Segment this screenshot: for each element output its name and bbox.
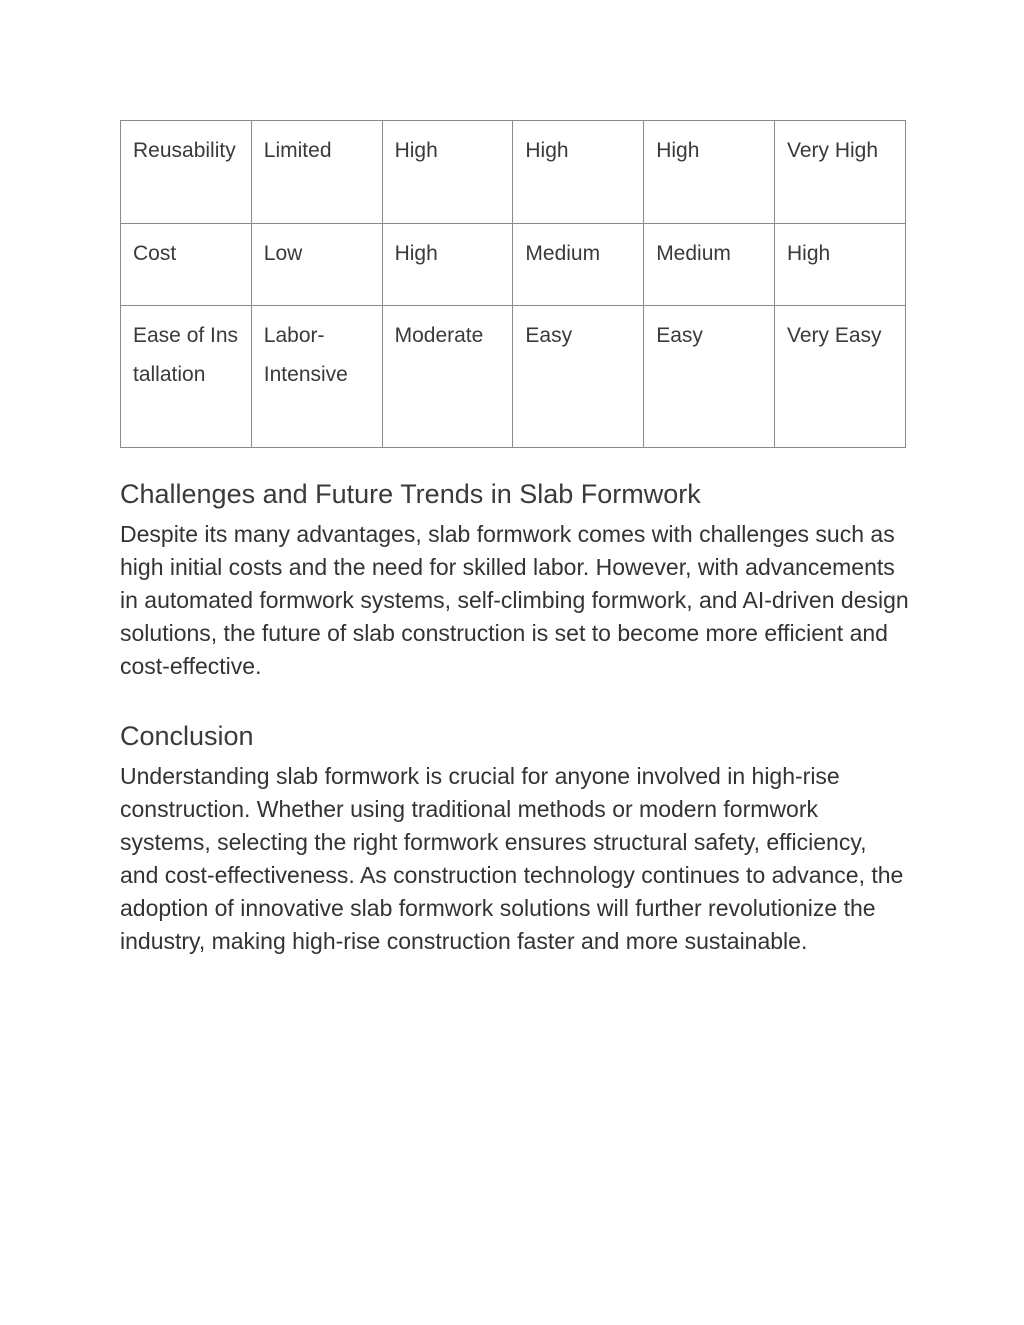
table-cell: Cost bbox=[121, 224, 252, 306]
table-cell: Easy bbox=[644, 306, 775, 448]
table-cell: Limited bbox=[251, 121, 382, 224]
table-cell: High bbox=[774, 224, 905, 306]
table-cell: Very Easy bbox=[774, 306, 905, 448]
table-row bbox=[121, 121, 906, 224]
table-cell: Medium bbox=[644, 224, 775, 306]
comparison-table bbox=[120, 120, 906, 448]
conclusion-section bbox=[120, 718, 910, 958]
table-cell: High bbox=[644, 121, 775, 224]
challenges-section bbox=[120, 476, 910, 683]
conclusion-heading: Conclusion bbox=[120, 721, 254, 751]
table-cell: Medium bbox=[513, 224, 644, 306]
table-cell: Low bbox=[251, 224, 382, 306]
table-cell: Labor-Intensive bbox=[251, 306, 382, 448]
table-cell: Reusability bbox=[121, 121, 252, 224]
table-row bbox=[121, 306, 906, 448]
table-cell: High bbox=[382, 224, 513, 306]
table-cell: Moderate bbox=[382, 306, 513, 448]
table-cell: High bbox=[382, 121, 513, 224]
challenges-heading: Challenges and Future Trends in Slab Formwork bbox=[120, 479, 701, 509]
table-cell: Ease of Installation bbox=[121, 306, 252, 448]
conclusion-paragraph: Understanding slab formwork is crucial for anyone involved in high-rise construction. Whether using traditional methods or modern formwork systems, selecting the right formwork ensures structural safety, efficiency, and cost-effectiveness. As construction technology continues to advance, the adoption of innovative slab formwork solutions will further revolutionize the industry, making high-rise construction faster and more sustainable. bbox=[120, 763, 904, 954]
table-cell: Very High bbox=[774, 121, 905, 224]
table-cell: High bbox=[513, 121, 644, 224]
challenges-paragraph: Despite its many advantages, slab formwork comes with challenges such as high initial costs and the need for skilled labor. However, with advancements in automated formwork systems, self-climbing formwork, and AI-driven design solutions, the future of slab construction is set to become more efficient and cost-effective. bbox=[120, 521, 909, 679]
table-cell: Easy bbox=[513, 306, 644, 448]
table-row bbox=[121, 224, 906, 306]
